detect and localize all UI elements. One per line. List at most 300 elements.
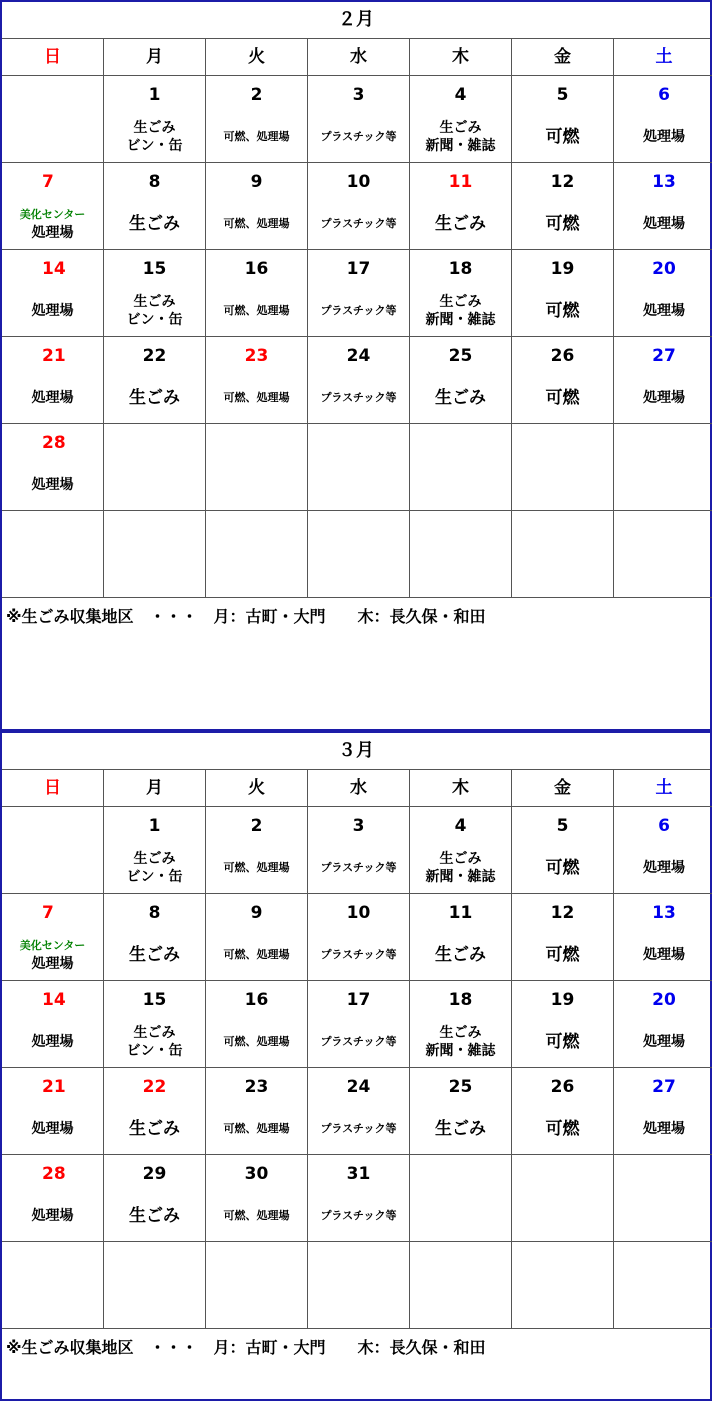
day-cell bbox=[614, 163, 712, 250]
day-cell bbox=[308, 1068, 410, 1155]
day-number: 31 bbox=[346, 1164, 371, 1184]
weekday-header: 土 bbox=[614, 39, 712, 76]
collection-label-line: 処理場 bbox=[31, 225, 74, 241]
day-cell bbox=[104, 807, 206, 894]
collection-label bbox=[410, 1019, 511, 1065]
day-cell bbox=[614, 807, 712, 894]
day-cell bbox=[2, 1155, 104, 1242]
day-cell bbox=[512, 511, 614, 598]
collection-label-line: 処理場 bbox=[31, 1034, 74, 1050]
day-number: 20 bbox=[652, 259, 676, 279]
collection-label-line: ビン・缶 bbox=[126, 138, 183, 154]
collection-label bbox=[614, 1019, 712, 1065]
day-number: 15 bbox=[142, 259, 167, 279]
day-cell bbox=[104, 1242, 206, 1329]
collection-label-line: 可燃 bbox=[545, 127, 580, 147]
day-cell bbox=[206, 1155, 308, 1242]
collection-label-line: 生ごみ bbox=[439, 294, 482, 310]
day-number: 20 bbox=[652, 990, 676, 1010]
collection-label bbox=[206, 845, 307, 891]
weekday-header: 月 bbox=[104, 39, 206, 76]
day-number bbox=[308, 424, 409, 462]
collection-label-line: 処理場 bbox=[31, 477, 74, 493]
day-cell bbox=[308, 424, 410, 511]
day-cell bbox=[206, 250, 308, 337]
collection-label-line: プラスチック等 bbox=[320, 391, 397, 404]
day-number: 28 bbox=[42, 433, 66, 453]
collection-label bbox=[2, 201, 103, 247]
day-cell bbox=[308, 894, 410, 981]
week-row bbox=[2, 894, 712, 981]
week-row bbox=[2, 807, 712, 894]
collection-label bbox=[614, 549, 712, 595]
day-number: 27 bbox=[652, 346, 676, 366]
day-number: 22 bbox=[142, 346, 167, 366]
collection-label bbox=[2, 375, 103, 421]
collection-label bbox=[410, 114, 511, 160]
day-cell bbox=[104, 981, 206, 1068]
collection-label bbox=[308, 288, 409, 334]
day-cell bbox=[2, 250, 104, 337]
collection-label-line: 可燃 bbox=[545, 388, 580, 408]
day-number bbox=[512, 511, 613, 549]
collection-label-line: 生ごみ bbox=[129, 1119, 180, 1139]
day-number: 13 bbox=[652, 172, 676, 192]
collection-label-line: 処理場 bbox=[643, 303, 685, 319]
day-number: 10 bbox=[346, 903, 371, 923]
collection-label bbox=[308, 114, 409, 160]
collection-label bbox=[614, 375, 712, 421]
day-number: 9 bbox=[250, 172, 263, 192]
day-number: 22 bbox=[142, 1077, 167, 1097]
day-number: 9 bbox=[250, 903, 263, 923]
day-cell bbox=[308, 1242, 410, 1329]
collection-label-line: 生ごみ bbox=[435, 214, 486, 234]
collection-label-line: 美化センター bbox=[19, 939, 86, 952]
day-number: 18 bbox=[448, 259, 473, 279]
week-row bbox=[2, 76, 712, 163]
day-number: 26 bbox=[550, 1077, 575, 1097]
day-cell bbox=[410, 1242, 512, 1329]
day-number: 19 bbox=[550, 990, 575, 1010]
collection-label bbox=[512, 114, 613, 160]
collection-label-line: 生ごみ bbox=[129, 388, 180, 408]
day-cell bbox=[512, 807, 614, 894]
day-number: 6 bbox=[658, 85, 670, 105]
day-number: 23 bbox=[244, 1077, 269, 1097]
collection-label bbox=[614, 932, 712, 978]
collection-label bbox=[2, 1280, 103, 1326]
day-number: 2 bbox=[250, 816, 263, 836]
day-cell bbox=[206, 511, 308, 598]
day-cell bbox=[308, 1155, 410, 1242]
day-number: 12 bbox=[550, 903, 575, 923]
day-number bbox=[410, 1242, 511, 1280]
collection-label bbox=[308, 549, 409, 595]
collection-area-note: ※生ごみ収集地区 ・・・ 月：古町・大門 木：長久保・和田 bbox=[6, 1338, 486, 1357]
day-number bbox=[104, 1242, 205, 1280]
collection-label-line: ビン・缶 bbox=[126, 869, 183, 885]
day-number bbox=[614, 1242, 712, 1280]
collection-label bbox=[206, 549, 307, 595]
month-march bbox=[0, 731, 712, 1401]
day-number: 23 bbox=[244, 346, 269, 366]
day-number bbox=[512, 1155, 613, 1193]
week-row bbox=[2, 511, 712, 598]
day-number: 25 bbox=[448, 346, 473, 366]
collection-label bbox=[206, 1193, 307, 1239]
day-cell bbox=[206, 1242, 308, 1329]
day-cell bbox=[614, 1155, 712, 1242]
collection-label bbox=[614, 201, 712, 247]
collection-label bbox=[308, 1106, 409, 1152]
day-number bbox=[308, 511, 409, 549]
day-number: 7 bbox=[42, 172, 54, 192]
collection-label-line: 処理場 bbox=[643, 216, 685, 232]
collection-label bbox=[104, 288, 205, 334]
day-cell bbox=[2, 894, 104, 981]
day-number: 4 bbox=[454, 816, 467, 836]
collection-label bbox=[512, 932, 613, 978]
collection-label-line: 可燃 bbox=[545, 1119, 580, 1139]
collection-label bbox=[104, 1019, 205, 1065]
collection-label-line: 処理場 bbox=[643, 390, 685, 406]
collection-label bbox=[2, 845, 103, 891]
day-number: 5 bbox=[556, 816, 569, 836]
collection-label bbox=[410, 1280, 511, 1326]
calendar-grid bbox=[2, 770, 712, 1329]
collection-label-line: 可燃 bbox=[545, 1032, 580, 1052]
week-row bbox=[2, 1155, 712, 1242]
day-cell bbox=[104, 1155, 206, 1242]
collection-label bbox=[206, 1280, 307, 1326]
day-cell bbox=[206, 1068, 308, 1155]
day-number: 2 bbox=[250, 85, 263, 105]
day-cell bbox=[2, 511, 104, 598]
collection-label bbox=[512, 288, 613, 334]
collection-label-line: ビン・缶 bbox=[126, 312, 183, 328]
day-number bbox=[104, 424, 205, 462]
day-number: 24 bbox=[346, 1077, 371, 1097]
weekday-header: 金 bbox=[512, 39, 614, 76]
day-cell bbox=[308, 337, 410, 424]
collection-label bbox=[308, 845, 409, 891]
collection-label-line: 生ごみ bbox=[439, 120, 482, 136]
collection-label-line: 可燃、処理場 bbox=[223, 217, 290, 230]
day-number bbox=[2, 807, 103, 845]
collection-label-line: 生ごみ bbox=[133, 294, 176, 310]
day-number: 14 bbox=[42, 990, 66, 1010]
collection-label bbox=[206, 1106, 307, 1152]
day-number: 15 bbox=[142, 990, 167, 1010]
collection-label bbox=[614, 845, 712, 891]
day-cell bbox=[206, 337, 308, 424]
day-number bbox=[410, 1155, 511, 1193]
day-cell bbox=[410, 76, 512, 163]
collection-label-line: 可燃、処理場 bbox=[223, 130, 290, 143]
day-cell bbox=[410, 981, 512, 1068]
collection-label bbox=[410, 462, 511, 508]
collection-label bbox=[410, 1106, 511, 1152]
day-cell bbox=[410, 250, 512, 337]
collection-label bbox=[206, 375, 307, 421]
collection-area-note: ※生ごみ収集地区 ・・・ 月：古町・大門 木：長久保・和田 bbox=[6, 607, 486, 626]
weekday-header: 水 bbox=[308, 770, 410, 807]
week-row bbox=[2, 424, 712, 511]
collection-label-line: 処理場 bbox=[643, 947, 685, 963]
day-number: 25 bbox=[448, 1077, 473, 1097]
collection-label bbox=[104, 549, 205, 595]
collection-label bbox=[104, 932, 205, 978]
day-cell bbox=[614, 511, 712, 598]
collection-label-line: 生ごみ bbox=[435, 388, 486, 408]
day-cell bbox=[614, 76, 712, 163]
day-number: 17 bbox=[346, 259, 371, 279]
day-cell bbox=[614, 337, 712, 424]
collection-label bbox=[206, 462, 307, 508]
weekday-header: 火 bbox=[206, 770, 308, 807]
day-cell bbox=[206, 981, 308, 1068]
day-number bbox=[614, 1155, 712, 1193]
collection-label bbox=[104, 201, 205, 247]
day-cell bbox=[410, 807, 512, 894]
collection-label-line: 生ごみ bbox=[133, 120, 176, 136]
collection-label-line: 可燃 bbox=[545, 858, 580, 878]
week-row bbox=[2, 337, 712, 424]
weekday-header: 木 bbox=[410, 39, 512, 76]
day-number: 18 bbox=[448, 990, 473, 1010]
day-cell bbox=[2, 981, 104, 1068]
day-number: 29 bbox=[142, 1164, 167, 1184]
day-cell bbox=[104, 1068, 206, 1155]
collection-label bbox=[206, 114, 307, 160]
collection-label-line: 処理場 bbox=[31, 956, 74, 972]
day-cell bbox=[512, 424, 614, 511]
collection-label-line: 可燃、処理場 bbox=[223, 1122, 290, 1135]
collection-label bbox=[410, 375, 511, 421]
day-cell bbox=[512, 1155, 614, 1242]
day-cell bbox=[614, 981, 712, 1068]
collection-label-line: 処理場 bbox=[31, 1121, 74, 1137]
collection-label-line: 新聞・雑誌 bbox=[425, 138, 496, 154]
day-cell bbox=[512, 250, 614, 337]
collection-label-line: 可燃 bbox=[545, 301, 580, 321]
day-cell bbox=[206, 894, 308, 981]
collection-label-line: プラスチック等 bbox=[320, 1122, 397, 1135]
day-number bbox=[410, 424, 511, 462]
day-cell bbox=[206, 807, 308, 894]
day-number: 8 bbox=[148, 172, 161, 192]
collection-label bbox=[2, 1019, 103, 1065]
collection-label-line: プラスチック等 bbox=[320, 130, 397, 143]
day-cell bbox=[2, 424, 104, 511]
day-number: 16 bbox=[244, 990, 269, 1010]
day-number bbox=[410, 511, 511, 549]
day-number: 1 bbox=[148, 816, 161, 836]
day-cell bbox=[410, 163, 512, 250]
collection-label-line: プラスチック等 bbox=[320, 217, 397, 230]
day-number: 1 bbox=[148, 85, 161, 105]
collection-label bbox=[410, 845, 511, 891]
collection-label-line: 生ごみ bbox=[435, 1119, 486, 1139]
collection-label bbox=[512, 201, 613, 247]
day-number bbox=[308, 1242, 409, 1280]
week-row bbox=[2, 1068, 712, 1155]
day-cell bbox=[206, 76, 308, 163]
collection-label-line: 美化センター bbox=[19, 208, 86, 221]
collection-label-line: プラスチック等 bbox=[320, 861, 397, 874]
collection-label-line: 可燃、処理場 bbox=[223, 391, 290, 404]
month-title: ３月 bbox=[2, 733, 710, 770]
day-number bbox=[2, 1242, 103, 1280]
collection-label bbox=[614, 1280, 712, 1326]
day-cell bbox=[410, 424, 512, 511]
day-number: 12 bbox=[550, 172, 575, 192]
collection-label-line: 生ごみ bbox=[133, 851, 176, 867]
collection-label bbox=[206, 932, 307, 978]
day-cell bbox=[308, 511, 410, 598]
collection-label bbox=[104, 114, 205, 160]
day-number: 14 bbox=[42, 259, 66, 279]
day-number: 3 bbox=[352, 816, 365, 836]
collection-label-line: 処理場 bbox=[31, 1208, 74, 1224]
collection-label-line: 生ごみ bbox=[129, 1206, 180, 1226]
day-cell bbox=[206, 163, 308, 250]
collection-label-line: 処理場 bbox=[643, 860, 685, 876]
weekday-header: 月 bbox=[104, 770, 206, 807]
collection-label-line: 可燃、処理場 bbox=[223, 861, 290, 874]
day-cell bbox=[512, 1242, 614, 1329]
day-number: 7 bbox=[42, 903, 54, 923]
day-number: 24 bbox=[346, 346, 371, 366]
day-number: 11 bbox=[448, 172, 473, 192]
collection-label-line: 生ごみ bbox=[129, 945, 180, 965]
collection-label bbox=[512, 1193, 613, 1239]
collection-label bbox=[104, 375, 205, 421]
week-row bbox=[2, 163, 712, 250]
day-cell bbox=[410, 1155, 512, 1242]
day-number: 11 bbox=[448, 903, 473, 923]
day-cell bbox=[308, 76, 410, 163]
day-number bbox=[206, 511, 307, 549]
day-number: 21 bbox=[42, 1077, 66, 1097]
collection-label-line: 可燃、処理場 bbox=[223, 1035, 290, 1048]
collection-label bbox=[2, 1193, 103, 1239]
day-cell bbox=[308, 807, 410, 894]
collection-label bbox=[2, 1106, 103, 1152]
day-cell bbox=[104, 76, 206, 163]
day-number bbox=[2, 76, 103, 114]
day-cell bbox=[512, 163, 614, 250]
week-row bbox=[2, 1242, 712, 1329]
day-cell bbox=[206, 424, 308, 511]
day-cell bbox=[614, 1242, 712, 1329]
collection-label bbox=[104, 1193, 205, 1239]
day-cell bbox=[2, 807, 104, 894]
weekday-header-row bbox=[2, 770, 712, 807]
collection-label-line: 処理場 bbox=[31, 390, 74, 406]
day-number bbox=[614, 511, 712, 549]
collection-label-line: 新聞・雑誌 bbox=[425, 312, 496, 328]
day-cell bbox=[614, 424, 712, 511]
collection-label-line: 可燃 bbox=[545, 945, 580, 965]
day-cell bbox=[308, 250, 410, 337]
collection-label-line: 生ごみ bbox=[439, 1025, 482, 1041]
day-number: 21 bbox=[42, 346, 66, 366]
collection-label bbox=[410, 549, 511, 595]
collection-label-line: 新聞・雑誌 bbox=[425, 869, 496, 885]
day-number: 5 bbox=[556, 85, 569, 105]
weekday-header: 水 bbox=[308, 39, 410, 76]
day-cell bbox=[614, 250, 712, 337]
day-cell bbox=[2, 337, 104, 424]
month-title: ２月 bbox=[2, 2, 710, 39]
collection-label-line: ビン・缶 bbox=[126, 1043, 183, 1059]
day-number: 13 bbox=[652, 903, 676, 923]
collection-label-line: 生ごみ bbox=[439, 851, 482, 867]
collection-label-line: 可燃 bbox=[545, 214, 580, 234]
collection-label bbox=[512, 1280, 613, 1326]
day-cell bbox=[2, 1068, 104, 1155]
day-number bbox=[206, 1242, 307, 1280]
calendar-grid bbox=[2, 39, 712, 598]
weekday-header: 金 bbox=[512, 770, 614, 807]
collection-label bbox=[308, 1019, 409, 1065]
collection-label bbox=[104, 1106, 205, 1152]
day-cell bbox=[512, 894, 614, 981]
day-number: 19 bbox=[550, 259, 575, 279]
collection-label bbox=[104, 845, 205, 891]
collection-label bbox=[410, 932, 511, 978]
day-cell bbox=[614, 894, 712, 981]
collection-label-line: 生ごみ bbox=[133, 1025, 176, 1041]
day-number: 10 bbox=[346, 172, 371, 192]
collection-label-line: 新聞・雑誌 bbox=[425, 1043, 496, 1059]
collection-label bbox=[308, 932, 409, 978]
collection-label-line: プラスチック等 bbox=[320, 948, 397, 961]
collection-label bbox=[308, 1193, 409, 1239]
day-cell bbox=[512, 981, 614, 1068]
collection-label bbox=[104, 1280, 205, 1326]
day-number: 6 bbox=[658, 816, 670, 836]
weekday-header-row bbox=[2, 39, 712, 76]
day-cell bbox=[104, 511, 206, 598]
day-cell bbox=[614, 1068, 712, 1155]
collection-label bbox=[206, 1019, 307, 1065]
day-cell bbox=[104, 424, 206, 511]
collection-label bbox=[308, 1280, 409, 1326]
collection-label-line: 生ごみ bbox=[435, 945, 486, 965]
collection-label-line: プラスチック等 bbox=[320, 304, 397, 317]
day-cell bbox=[104, 337, 206, 424]
day-number: 4 bbox=[454, 85, 467, 105]
day-number: 26 bbox=[550, 346, 575, 366]
day-number: 8 bbox=[148, 903, 161, 923]
day-cell bbox=[308, 163, 410, 250]
collection-label bbox=[206, 288, 307, 334]
day-number bbox=[206, 424, 307, 462]
collection-label bbox=[206, 201, 307, 247]
collection-label-line: プラスチック等 bbox=[320, 1035, 397, 1048]
day-cell bbox=[104, 250, 206, 337]
collection-label-line: 処理場 bbox=[643, 1034, 685, 1050]
collection-label bbox=[512, 845, 613, 891]
collection-label bbox=[512, 462, 613, 508]
collection-label-line: 可燃、処理場 bbox=[223, 1209, 290, 1222]
day-cell bbox=[410, 1068, 512, 1155]
day-number bbox=[614, 424, 712, 462]
day-number: 27 bbox=[652, 1077, 676, 1097]
